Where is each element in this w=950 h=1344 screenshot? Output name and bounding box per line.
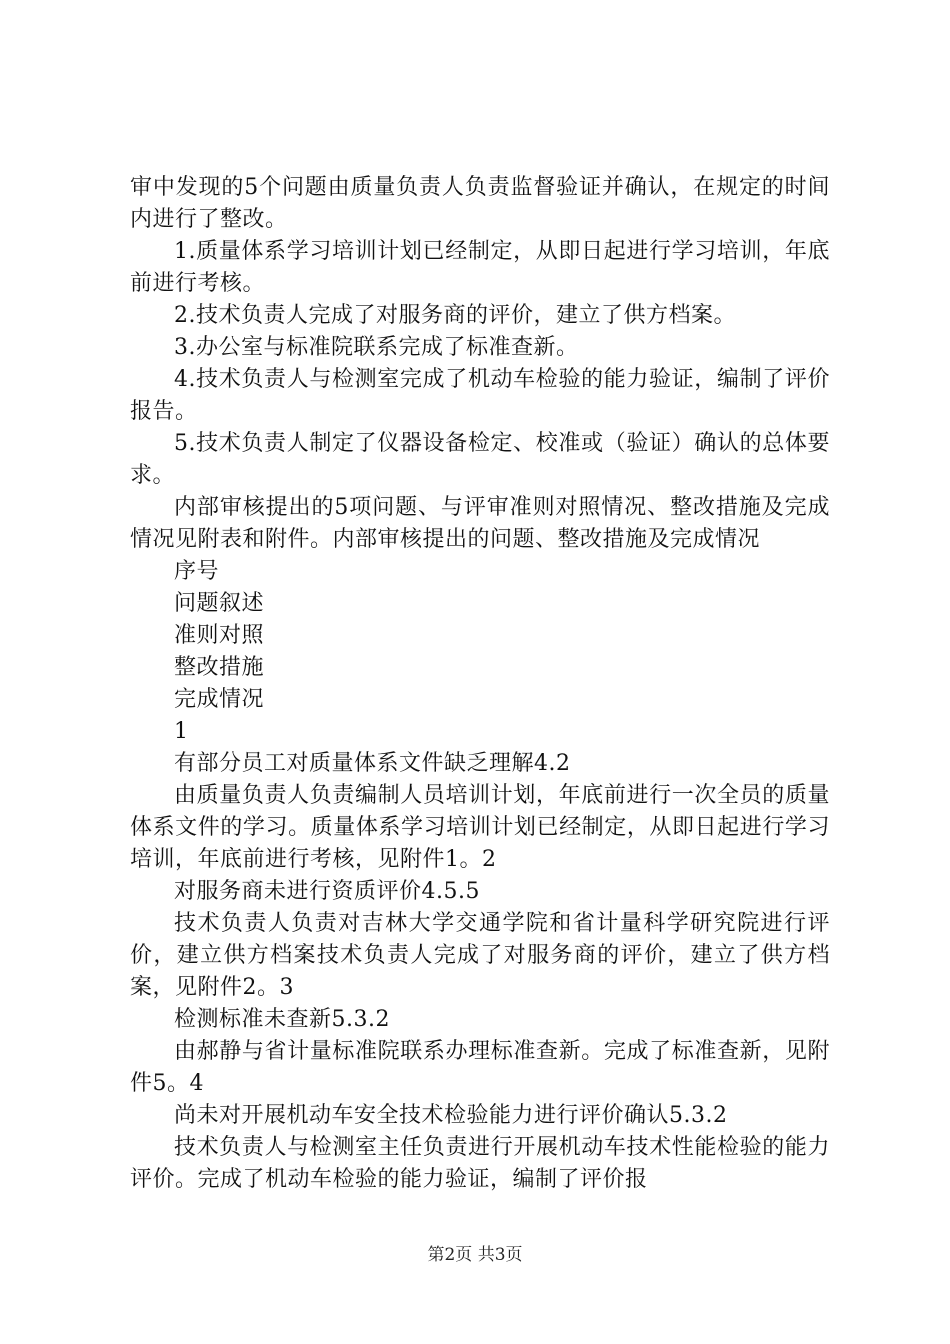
paragraph-item-3: 3.办公室与标准院联系完成了标准查新。	[174, 335, 579, 360]
paragraph-intro: 审中发现的5个问题由质量负责人负责监督验证并确认，在规定的时间内进行了整改。	[130, 175, 830, 232]
table-row-issue: 有部分员工对质量体系文件缺乏理解4.2	[174, 751, 571, 776]
table-row-issue: 检测标准未查新5.3.2	[174, 1007, 390, 1032]
table-row-measure: 技术负责人负责对吉林大学交通学院和省计量科学研究院进行评价，建立供方档案技术负责人完成了对服务商的评价，建立了供方档案，见附件2。3	[130, 911, 830, 1000]
paragraph-item-2: 2.技术负责人完成了对服务商的评价，建立了供方档案。	[174, 303, 736, 328]
table-header-status: 完成情况	[174, 687, 265, 712]
document-body	[130, 172, 830, 1196]
table-row-issue: 对服务商未进行资质评价4.5.5	[174, 879, 480, 904]
table-row-measure: 技术负责人与检测室主任负责进行开展机动车技术性能检验的能力评价。完成了机动车检验的能力验证，编制了评价报	[130, 1135, 830, 1192]
paragraph-summary: 内部审核提出的5项问题、与评审准则对照情况、整改措施及完成情况见附表和附件。内部审核提出的问题、整改措施及完成情况	[130, 495, 830, 552]
table-row-measure: 由质量负责人负责编制人员培训计划，年底前进行一次全员的质量体系文件的学习。质量体系学习培训计划已经制定，从即日起进行学习培训，年底前进行考核，见附件1。2	[130, 783, 830, 872]
table-header-criteria: 准则对照	[174, 623, 265, 648]
table-row-index: 1	[174, 719, 189, 744]
page-number-label: 第2页 共3页	[427, 1245, 523, 1265]
table-header-issue: 问题叙述	[174, 591, 265, 616]
paragraph-item-5: 5.技术负责人制定了仪器设备检定、校准或（验证）确认的总体要求。	[130, 431, 830, 488]
page-footer	[0, 1245, 950, 1265]
table-header-measures: 整改措施	[174, 655, 265, 680]
table-row-issue: 尚未对开展机动车安全技术检验能力进行评价确认5.3.2	[174, 1103, 728, 1128]
paragraph-item-4: 4.技术负责人与检测室完成了机动车检验的能力验证，编制了评价报告。	[130, 367, 830, 424]
table-header-index: 序号	[174, 559, 220, 584]
paragraph-item-1: 1.质量体系学习培训计划已经制定，从即日起进行学习培训，年底前进行考核。	[130, 239, 830, 296]
table-row-measure: 由郝静与省计量标准院联系办理标准查新。完成了标准查新，见附件5。4	[130, 1039, 830, 1096]
